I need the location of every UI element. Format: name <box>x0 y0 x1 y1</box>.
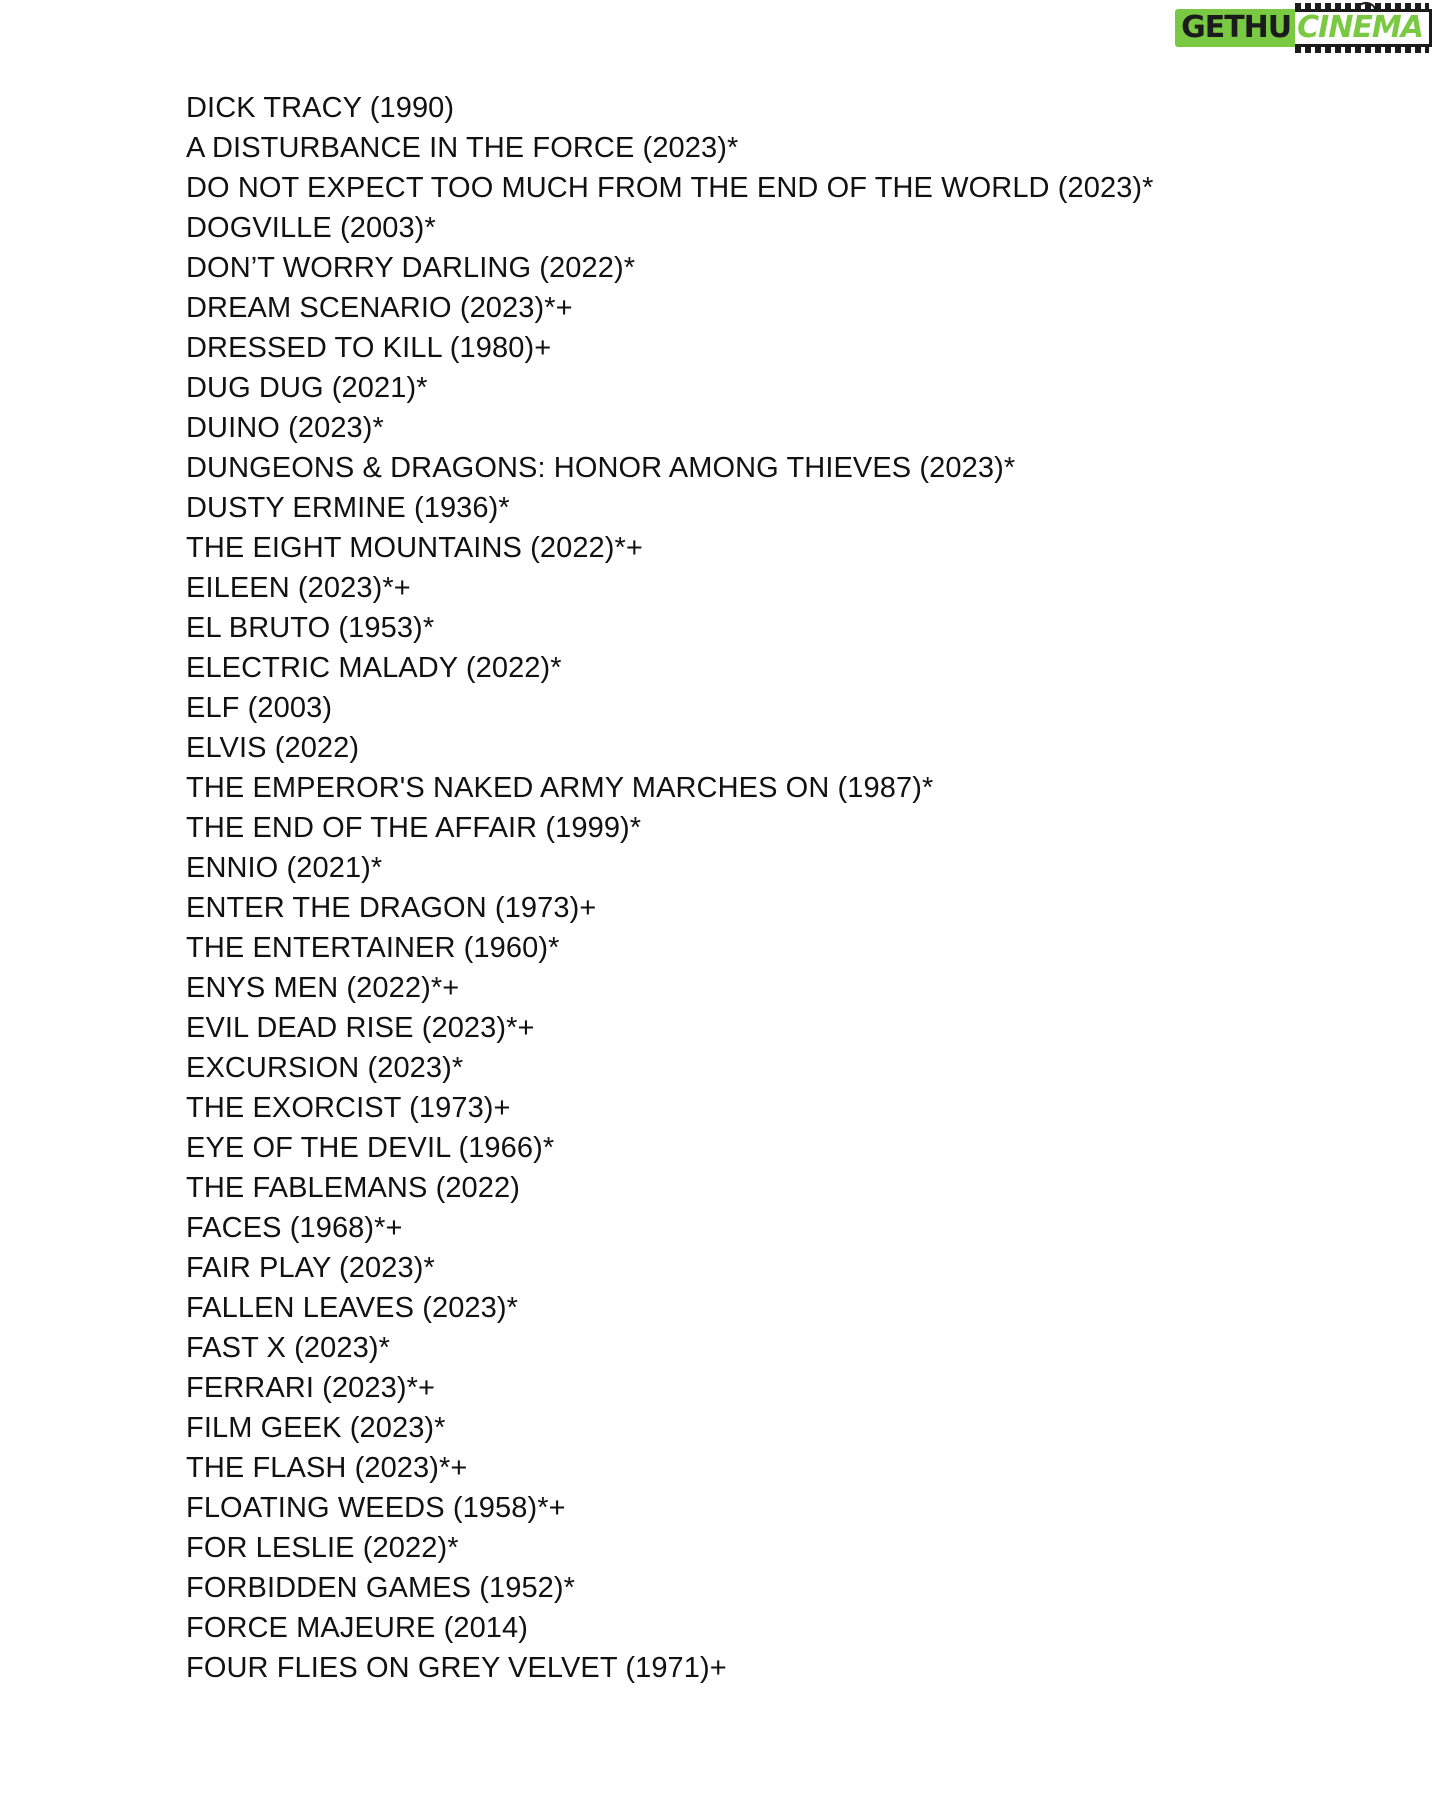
list-item: FACES (1968)*+ <box>186 1212 403 1244</box>
list-item: DREAM SCENARIO (2023)*+ <box>186 292 573 324</box>
list-item: DUINO (2023)* <box>186 412 384 444</box>
list-item: FAST X (2023)* <box>186 1332 390 1364</box>
film-list <box>186 88 1154 1688</box>
logo-wordmark <box>1175 9 1432 47</box>
list-item: EVIL DEAD RISE (2023)*+ <box>186 1012 535 1044</box>
list-item: ENTER THE DRAGON (1973)+ <box>186 892 597 924</box>
brand-logo <box>1181 0 1440 56</box>
list-item: FAIR PLAY (2023)* <box>186 1252 435 1284</box>
list-item: THE ENTERTAINER (1960)* <box>186 932 560 964</box>
list-item: ENYS MEN (2022)*+ <box>186 972 460 1004</box>
list-item: THE EXORCIST (1973)+ <box>186 1092 511 1124</box>
list-item: THE FABLEMANS (2022) <box>186 1172 520 1204</box>
list-item: FLOATING WEEDS (1958)*+ <box>186 1492 566 1524</box>
logo-text-part1: GETHU <box>1175 9 1295 47</box>
list-item: THE EMPEROR'S NAKED ARMY MARCHES ON (1987)* <box>186 772 934 804</box>
list-item: DUNGEONS & DRAGONS: HONOR AMONG THIEVES (2023)* <box>186 452 1016 484</box>
list-item: FALLEN LEAVES (2023)* <box>186 1292 519 1324</box>
list-item: EXCURSION (2023)* <box>186 1052 464 1084</box>
logo-text-part2: CINEMA <box>1295 9 1432 47</box>
list-item: DRESSED TO KILL (1980)+ <box>186 332 552 364</box>
list-item: FILM GEEK (2023)* <box>186 1412 446 1444</box>
list-item: EL BRUTO (1953)* <box>186 612 435 644</box>
list-item: FOUR FLIES ON GREY VELVET (1971)+ <box>186 1652 727 1684</box>
list-item: DO NOT EXPECT TOO MUCH FROM THE END OF THE WORLD (2023)* <box>186 172 1154 204</box>
list-item: THE END OF THE AFFAIR (1999)* <box>186 812 642 844</box>
list-item: DOGVILLE (2003)* <box>186 212 436 244</box>
list-item: ELECTRIC MALADY (2022)* <box>186 652 562 684</box>
list-item: DON’T WORRY DARLING (2022)* <box>186 252 636 284</box>
list-item: THE FLASH (2023)*+ <box>186 1452 468 1484</box>
list-item: FOR LESLIE (2022)* <box>186 1532 459 1564</box>
list-item: DICK TRACY (1990) <box>186 92 455 124</box>
list-item: FORBIDDEN GAMES (1952)* <box>186 1572 576 1604</box>
list-item: THE EIGHT MOUNTAINS (2022)*+ <box>186 532 643 564</box>
list-item: EILEEN (2023)*+ <box>186 572 411 604</box>
list-item: DUG DUG (2021)* <box>186 372 428 404</box>
list-item: DUSTY ERMINE (1936)* <box>186 492 510 524</box>
list-item: EYE OF THE DEVIL (1966)* <box>186 1132 555 1164</box>
list-item: ELVIS (2022) <box>186 732 360 764</box>
list-item: ELF (2003) <box>186 692 333 724</box>
list-item: ENNIO (2021)* <box>186 852 383 884</box>
list-item: FERRARI (2023)*+ <box>186 1372 435 1404</box>
list-item: A DISTURBANCE IN THE FORCE (2023)* <box>186 132 739 164</box>
list-item: FORCE MAJEURE (2014) <box>186 1612 529 1644</box>
